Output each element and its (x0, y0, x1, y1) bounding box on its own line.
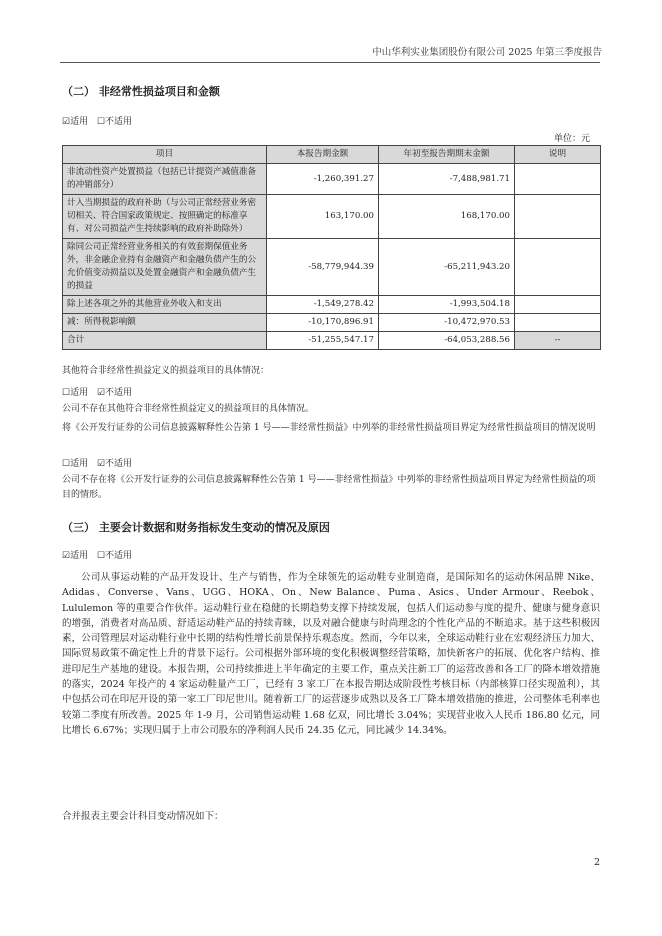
business-overview-paragraph: 公司从事运动鞋的产品开发设计、生产与销售，作为全球领先的运动鞋专业制造商，是国际知名的运动休闲品牌 Nike、Adidas、Converse、Vans、UGG、HOKA、On、New Balance、Puma、Asics、Under Armour、Reebok、Lululemon 等的重要合作伙伴。运动鞋行业在稳健的长期趋势支撑下持续发展，包括人们运动参与度的提升、健康与健身意识的增强，消费者对高品质、舒适运动鞋产品的持续青睐，以及对融合健康与时尚理念的个性化产品的不断追求。基于这些积极因素，公司管理层对运动鞋行业中长期的结构性增长前景保持乐观态度。然而，今年以来，全球运动鞋行业在宏观经济压力加大、国际贸易政策不确定性上升的背景下运行。公司根据外部环境的变化积极调整经营策略，加快新客户的拓展、优化客户结构、推进印尼生产基地的建设。本报告期，公司持续推进上半年确定的主要工作，重点关注新工厂的运营改善和各工厂的降本增效措施的落实，2024 年投产的 4 家运动鞋量产工厂，已经有 3 家工厂在本报告期达成阶段性考核目标（内部核算口径实现盈利），其中包括公司在印尼开设的第一家工厂印尼世川。随着新工厂的运营逐步成熟以及各工厂降本增效措施的推进，公司整体毛利率也较第二季度有所改善。2025 年 1-9 月，公司销售运动鞋 1.68 亿双，同比增长 3.04%；实现营业收入人民币 186.80 亿元，同比增长 6.67%；实现归属于上市公司股东的净利润人民币 24.35 亿元，同比减少 14.34%。 (62, 572, 600, 736)
applicability-options-2 (62, 385, 138, 398)
row-item: 合计 (63, 332, 267, 350)
table-row (63, 296, 601, 314)
table-row (63, 314, 601, 332)
row-ytd: -1,993,504.18 (379, 296, 515, 314)
row-item: 非流动性资产处置损益（包括已计提资产减值准备的冲销部分） (63, 164, 267, 195)
option-applicable-unchecked[interactable]: ☐适用 (62, 459, 89, 469)
applicability-options-3 (62, 456, 138, 469)
table-row (63, 164, 601, 195)
row-item: 除上述各项之外的其他营业外收入和支出 (63, 296, 267, 314)
row-current: -51,255,547.17 (267, 332, 379, 350)
header-note: 说明 (515, 146, 601, 164)
option-applicable-checked[interactable]: ☑适用 (62, 117, 89, 127)
row-note (515, 314, 601, 332)
row-item: 计入当期损益的政府补助（与公司正常经营业务密切相关、符合国家政策规定、按照确定的标准享有、对公司损益产生持续影响的政府补助除外） (63, 195, 267, 239)
row-item: 减：所得税影响额 (63, 314, 267, 332)
non-recurring-table (62, 145, 601, 350)
row-ytd: -10,472,970.53 (379, 314, 515, 332)
row-note (515, 195, 601, 239)
option-not-applicable-checked[interactable]: ☑不适用 (96, 388, 133, 398)
table-row (63, 195, 601, 239)
row-note: -- (515, 332, 601, 350)
unit-label: 单位：元 (553, 134, 590, 144)
page-number: 2 (593, 857, 600, 868)
other-items-question: 其他符合非经常性损益定义的损益项目的具体情况： (62, 366, 270, 376)
applicability-options-4 (62, 548, 138, 561)
row-note (515, 239, 601, 296)
row-current: -1,549,278.42 (267, 296, 379, 314)
header-ytd: 年初至报告期期末金额 (379, 146, 515, 164)
section-title-non-recurring: （二） 非经常性损益项目和金额 (62, 85, 220, 98)
header-item: 项目 (63, 146, 267, 164)
header-current: 本报告期金额 (267, 146, 379, 164)
row-current: -58,779,944.39 (267, 239, 379, 296)
table-header-row (63, 146, 601, 164)
reclass-question: 将《公开发行证券的公司信息披露解释性公告第 1 号——非经常性损益》中列举的非经常性损益项目界定为经常性损益项目的情况说明 (62, 423, 596, 433)
row-current: -10,170,896.91 (267, 314, 379, 332)
row-current: 163,170.00 (267, 195, 379, 239)
option-not-applicable-unchecked[interactable]: ☐不适用 (96, 551, 133, 561)
row-ytd: 168,170.00 (379, 195, 515, 239)
option-not-applicable-unchecked[interactable]: ☐不适用 (96, 117, 133, 127)
row-note (515, 164, 601, 195)
option-applicable-unchecked[interactable]: ☐适用 (62, 388, 89, 398)
row-ytd: -7,488,981.71 (379, 164, 515, 195)
other-items-answer: 公司不存在其他符合非经常性损益定义的损益项目的具体情况。 (62, 404, 315, 414)
section-title-changes: （三） 主要会计数据和财务指标发生变动的情况及原因 (62, 521, 330, 534)
table-row-total (63, 332, 601, 350)
reclass-answer: 公司不存在将《公开发行证券的公司信息披露解释性公告第 1 号——非经常性损益》中列举的非经常性损益项目界定为经常性损益的项目的情形。 (62, 475, 596, 501)
row-ytd: -64,053,288.56 (379, 332, 515, 350)
closing-line: 合并报表主要会计科目变动情况如下： (62, 811, 224, 822)
header-divider (60, 62, 600, 63)
option-not-applicable-checked[interactable]: ☑不适用 (96, 459, 133, 469)
page-header: 中山华利实业集团股份有限公司 2025 年第三季度报告 (372, 47, 602, 58)
row-ytd: -65,211,943.20 (379, 239, 515, 296)
row-note (515, 296, 601, 314)
table-row (63, 239, 601, 296)
option-applicable-checked[interactable]: ☑适用 (62, 551, 89, 561)
applicability-options-1 (62, 114, 138, 127)
row-item: 除同公司正常经营业务相关的有效套期保值业务外，非金融企业持有金融资产和金融负债产生的公允价值变动损益以及处置金融资产和金融负债产生的损益 (63, 239, 267, 296)
row-current: -1,260,391.27 (267, 164, 379, 195)
